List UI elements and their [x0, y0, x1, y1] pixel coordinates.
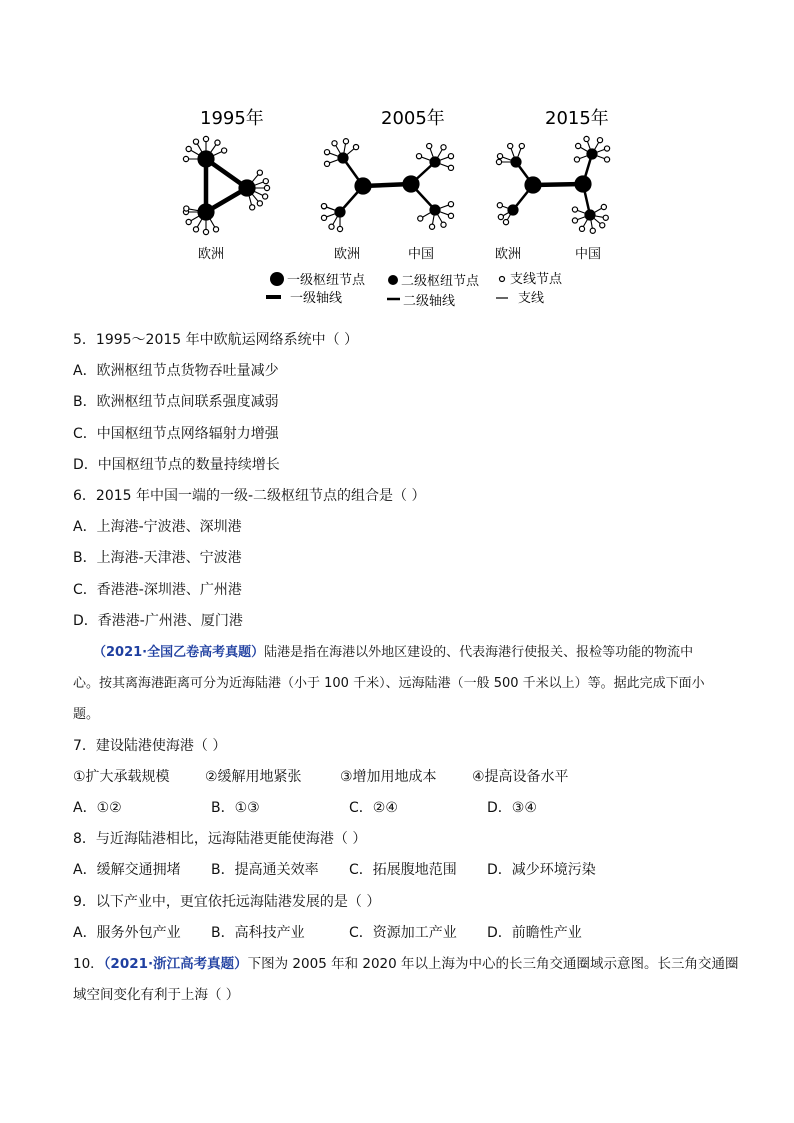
branch-node	[584, 136, 589, 141]
branch-node	[193, 139, 198, 144]
question-9-options	[73, 924, 582, 942]
year-label-2005: 2005年	[381, 108, 445, 129]
question-8-option-c[interactable]: C．拓展腹地范围	[349, 862, 457, 878]
network-2015	[496, 136, 609, 233]
legend-primary-node-symbol	[270, 272, 284, 286]
question-5-option-c[interactable]: C．中国枢纽节点网络辐射力增强	[73, 426, 279, 442]
question-5-option-d[interactable]: D．中国枢纽节点的数量持续增长	[73, 457, 280, 473]
question-9-option-b[interactable]: B．高科技产业	[211, 925, 305, 941]
branch-node	[497, 154, 502, 159]
question-8-options	[73, 861, 596, 879]
question-10-text-1: 下图为 2005 年和 2020 年以上海为中心的长三角交通圈域示意图。长三角交通圈	[247, 956, 739, 972]
question-7-option-b[interactable]: B．①③	[211, 800, 260, 816]
branch-node	[503, 220, 508, 225]
primary-hub-node	[355, 178, 371, 194]
branch-node	[263, 194, 268, 199]
legend-primary-axis-label: 一级轴线	[290, 291, 343, 306]
branch-node	[497, 203, 502, 208]
question-10-number: 10．	[73, 956, 104, 972]
branch-node	[448, 213, 453, 218]
year-label-1995: 1995年	[200, 108, 264, 129]
question-7-options	[73, 799, 537, 817]
branch-node	[186, 219, 191, 224]
branch-node	[572, 218, 577, 223]
question-6-option-c[interactable]: C．香港港-深圳港、广州港	[73, 582, 242, 598]
secondary-hub-node	[587, 149, 597, 159]
question-9-option-c[interactable]: C．资源加工产业	[349, 925, 457, 941]
secondary-hub-node	[338, 153, 348, 163]
branch-node	[572, 207, 577, 212]
branch-node	[215, 140, 220, 145]
primary-hub-node	[525, 177, 541, 193]
intro-source: （2021·全国乙卷高考真题）	[93, 645, 265, 660]
question-10-source: （2021·浙江高考真题）	[103, 956, 248, 972]
question-6-stem: 6．2015 年中国一端的一级-二级枢纽节点的组合是（ ）	[73, 488, 426, 504]
question-7-stem: 7．建设陆港使海港（ ）	[73, 738, 227, 754]
q7-item-4: ④提高设备水平	[472, 769, 569, 785]
question-7-option-d[interactable]: D．③④	[487, 800, 537, 816]
question-10-line-1	[73, 955, 739, 973]
region-label-europe-2005: 欧洲	[334, 247, 361, 262]
figure-legend	[266, 271, 563, 309]
branch-node	[601, 204, 606, 209]
branch-node	[257, 170, 262, 175]
question-5-option-a[interactable]: A．欧洲枢纽节点货物吞吐量减少	[73, 363, 279, 379]
branch-node	[257, 201, 262, 206]
question-10-line-2: 域空间变化有利于上海（ ）	[73, 987, 240, 1003]
question-7-option-c[interactable]: C．②④	[349, 800, 398, 816]
region-label-europe-2015: 欧洲	[495, 247, 522, 262]
question-7-items	[73, 768, 569, 786]
branch-node	[519, 143, 524, 148]
branch-node	[321, 215, 326, 220]
question-9-stem: 9．以下产业中，更宜依托远海陆港发展的是（ ）	[73, 894, 381, 910]
primary-hub-node	[239, 180, 255, 196]
secondary-hub-node	[430, 205, 440, 215]
intro-line-2: 心。按其离海港距离可分为近海陆港（小于 100 千米）、远海陆港（一般 500 千米以上）等。据此完成下面小	[73, 676, 705, 691]
primary-hub-node	[403, 176, 419, 192]
secondary-hub-node	[508, 205, 518, 215]
legend-branch-line-label: 支线	[518, 291, 545, 306]
legend-primary-node-label: 一级枢纽节点	[287, 273, 366, 288]
branch-node	[329, 224, 334, 229]
secondary-hub-node	[511, 157, 521, 167]
question-8-stem: 8．与近海陆港相比，远海陆港更能使海港（ ）	[73, 831, 367, 847]
branch-node	[418, 216, 423, 221]
question-7-option-a[interactable]: A．①②	[73, 800, 122, 816]
branch-node	[324, 150, 329, 155]
q7-item-3: ③增加用地成本	[340, 769, 437, 785]
branch-node	[448, 202, 453, 207]
branch-node	[222, 148, 227, 153]
branch-node	[183, 156, 188, 161]
intro-text-1: 陆港是指在海港以外地区建设的、代表海港行使报关、报检等功能的物流中	[264, 645, 694, 660]
network-2005	[321, 139, 453, 232]
branch-node	[321, 204, 326, 209]
branch-node	[576, 143, 581, 148]
branch-node	[203, 229, 208, 234]
branch-node	[250, 205, 255, 210]
region-label-china-2015: 中国	[575, 247, 602, 262]
intro-line-3: 题。	[73, 707, 100, 722]
secondary-hub-node	[585, 210, 595, 220]
legend-secondary-axis-label: 二级轴线	[403, 294, 456, 309]
question-8-option-a[interactable]: A．缓解交通拥堵	[73, 862, 181, 878]
question-6-option-d[interactable]: D．香港港-广州港、厦门港	[73, 613, 243, 629]
question-6-option-a[interactable]: A．上海港-宁波港、深圳港	[73, 519, 242, 535]
region-label-europe-1995: 欧洲	[198, 247, 225, 262]
branch-node	[429, 224, 434, 229]
branch-node	[353, 144, 358, 149]
legend-branch-node-label: 支线节点	[510, 272, 563, 287]
legend-secondary-node-label: 二级枢纽节点	[401, 274, 480, 289]
secondary-hub-node	[335, 207, 345, 217]
branch-node	[441, 145, 446, 150]
legend-secondary-node-symbol	[388, 275, 398, 285]
q7-item-1: ①扩大承载规模	[73, 769, 170, 785]
branch-node	[416, 154, 421, 159]
branch-node	[496, 159, 501, 164]
branch-node	[600, 223, 605, 228]
branch-node	[448, 165, 453, 170]
question-6-option-b[interactable]: B．上海港-天津港、宁波港	[73, 550, 242, 566]
question-9-option-a[interactable]: A．服务外包产业	[73, 925, 181, 941]
branch-node	[203, 136, 208, 141]
question-5-stem: 5．1995～2015 年中欧航运网络系统中（ ）	[73, 332, 359, 348]
primary-hub-node	[575, 176, 591, 192]
branch-node	[343, 139, 348, 144]
branch-node	[498, 214, 503, 219]
branch-node	[604, 146, 609, 151]
branch-node	[184, 206, 189, 211]
branch-node	[263, 179, 268, 184]
branch-node	[193, 227, 198, 232]
q7-item-2: ②缓解用地紧张	[205, 769, 302, 785]
legend-branch-node-symbol	[500, 277, 505, 282]
year-label-2015: 2015年	[545, 108, 609, 129]
question-8-option-b[interactable]: B．提高通关效率	[211, 862, 319, 878]
branch-node	[441, 222, 446, 227]
shipping-network-figure	[165, 98, 625, 316]
branch-node	[579, 226, 584, 231]
branch-node	[213, 227, 218, 232]
branch-node	[337, 226, 342, 231]
primary-hub-node	[198, 204, 214, 220]
branch-node	[332, 141, 337, 146]
primary-hub-node	[198, 151, 214, 167]
branch-node	[508, 143, 513, 148]
secondary-hub-node	[430, 157, 440, 167]
branch-node	[590, 228, 595, 233]
branch-node	[597, 138, 602, 143]
branch-node	[448, 154, 453, 159]
intro-line-1	[93, 644, 725, 662]
branch-node	[324, 161, 329, 166]
question-5-option-b[interactable]: B．欧洲枢纽节点间联系强度减弱	[73, 394, 279, 410]
question-9-option-d[interactable]: D．前瞻性产业	[487, 925, 582, 941]
branch-node	[264, 185, 269, 190]
branch-node	[427, 143, 432, 148]
branch-node	[574, 157, 579, 162]
question-8-option-d[interactable]: D．减少环境污染	[487, 862, 596, 878]
branch-node	[603, 215, 608, 220]
branch-node	[186, 146, 191, 151]
branch-node	[604, 157, 609, 162]
region-label-china-2005: 中国	[408, 247, 435, 262]
network-1995	[183, 136, 269, 234]
